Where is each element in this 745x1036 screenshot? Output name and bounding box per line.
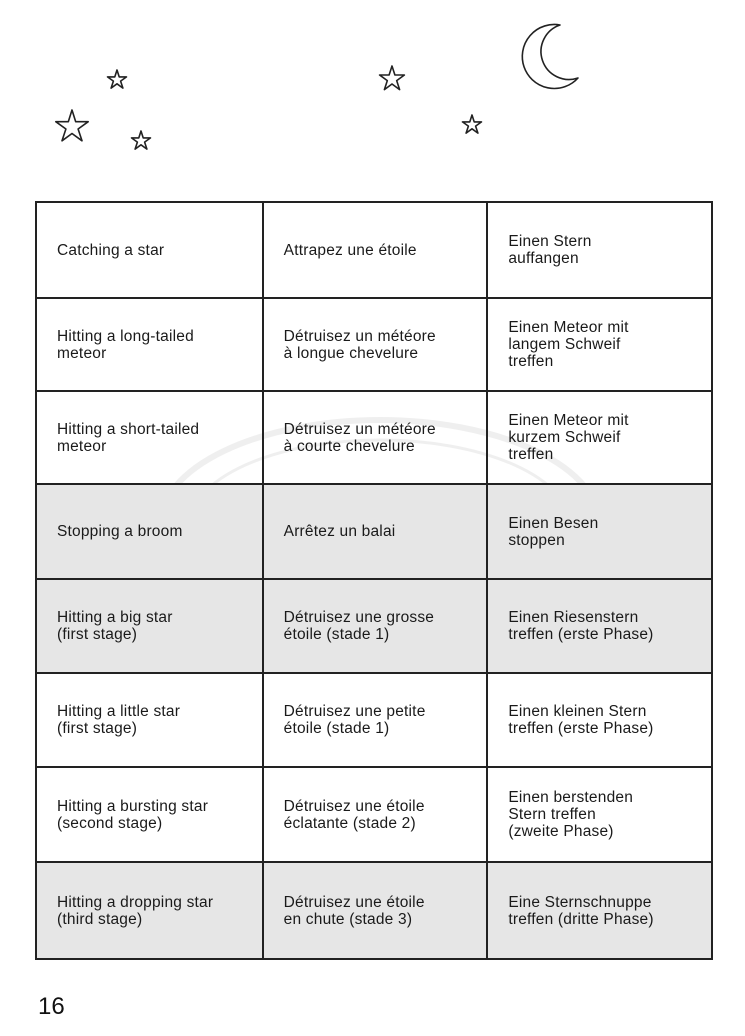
english-text-cell <box>37 203 262 297</box>
german-text-cell <box>486 768 711 861</box>
french-text: Arrêtez un balai <box>283 523 396 540</box>
german-text-cell <box>486 203 711 297</box>
german-text: Einen Stern auffangen <box>508 233 592 267</box>
german-text-cell <box>486 863 711 958</box>
french-text: Attrapez une étoile <box>283 241 417 259</box>
english-text: Stopping a broom <box>57 523 183 540</box>
german-text: Einen Besen stoppen <box>508 514 599 549</box>
translation-table <box>35 201 713 960</box>
german-text-cell <box>486 580 711 672</box>
star-icon <box>56 110 88 141</box>
english-text-cell <box>37 674 262 766</box>
star-icon <box>108 70 127 88</box>
english-text-cell <box>37 863 262 958</box>
table-row <box>37 861 711 958</box>
table-row <box>37 766 711 861</box>
star-icon <box>132 131 151 149</box>
english-text: Hitting a short-tailed meteor <box>57 420 200 455</box>
english-text-cell <box>37 392 262 483</box>
german-text: Eine Sternschnuppe treffen (dritte Phase) <box>508 893 654 928</box>
french-text-cell <box>262 863 487 958</box>
english-text-cell <box>37 580 262 672</box>
table-row <box>37 203 711 297</box>
french-text: Détruisez un météore à longue chevelure <box>283 327 436 362</box>
french-text: Détruisez une étoile éclatante (stade 2) <box>283 797 425 832</box>
french-text: Détruisez un météore à courte chevelure <box>283 420 436 455</box>
english-text: Hitting a little star (first stage) <box>57 703 181 737</box>
english-text: Catching a star <box>57 241 165 259</box>
french-text: Détruisez une petite étoile (stade 1) <box>283 703 426 737</box>
german-text: Einen kleinen Stern treffen (erste Phase) <box>508 703 654 737</box>
table-row <box>37 297 711 390</box>
german-text-cell <box>486 674 711 766</box>
table-row <box>37 483 711 578</box>
star-icon <box>380 66 405 90</box>
night-sky-illustration <box>0 0 745 200</box>
french-text-cell <box>262 203 487 297</box>
french-text-cell <box>262 299 487 390</box>
german-text-cell <box>486 392 711 483</box>
english-text: Hitting a big star (first stage) <box>57 609 173 643</box>
table-row <box>37 672 711 766</box>
english-text-cell <box>37 768 262 861</box>
french-text-cell <box>262 768 487 861</box>
french-text-cell <box>262 392 487 483</box>
english-text-cell <box>37 485 262 578</box>
english-text: Hitting a dropping star (third stage) <box>57 893 214 928</box>
english-text-cell <box>37 299 262 390</box>
page-number: 16 <box>38 993 65 1020</box>
french-text-cell <box>262 580 487 672</box>
german-text: Einen Meteor mit kurzem Schweif treffen <box>508 412 629 463</box>
table-row <box>37 578 711 672</box>
moon-icon <box>522 24 578 88</box>
german-text: Einen Meteor mit langem Schweif treffen <box>508 319 629 370</box>
german-text-cell <box>486 485 711 578</box>
english-text: Hitting a bursting star (second stage) <box>57 797 209 832</box>
german-text: Einen berstenden Stern treffen (zweite Phase) <box>508 789 634 840</box>
french-text-cell <box>262 674 487 766</box>
german-text-cell <box>486 299 711 390</box>
french-text-cell <box>262 485 487 578</box>
english-text: Hitting a long-tailed meteor <box>57 327 194 362</box>
french-text: Détruisez une étoile en chute (stade 3) <box>283 893 425 928</box>
table-row <box>37 390 711 483</box>
german-text: Einen Riesenstern treffen (erste Phase) <box>508 609 654 643</box>
french-text: Détruisez une grosse étoile (stade 1) <box>283 609 435 643</box>
star-icon <box>463 115 482 133</box>
